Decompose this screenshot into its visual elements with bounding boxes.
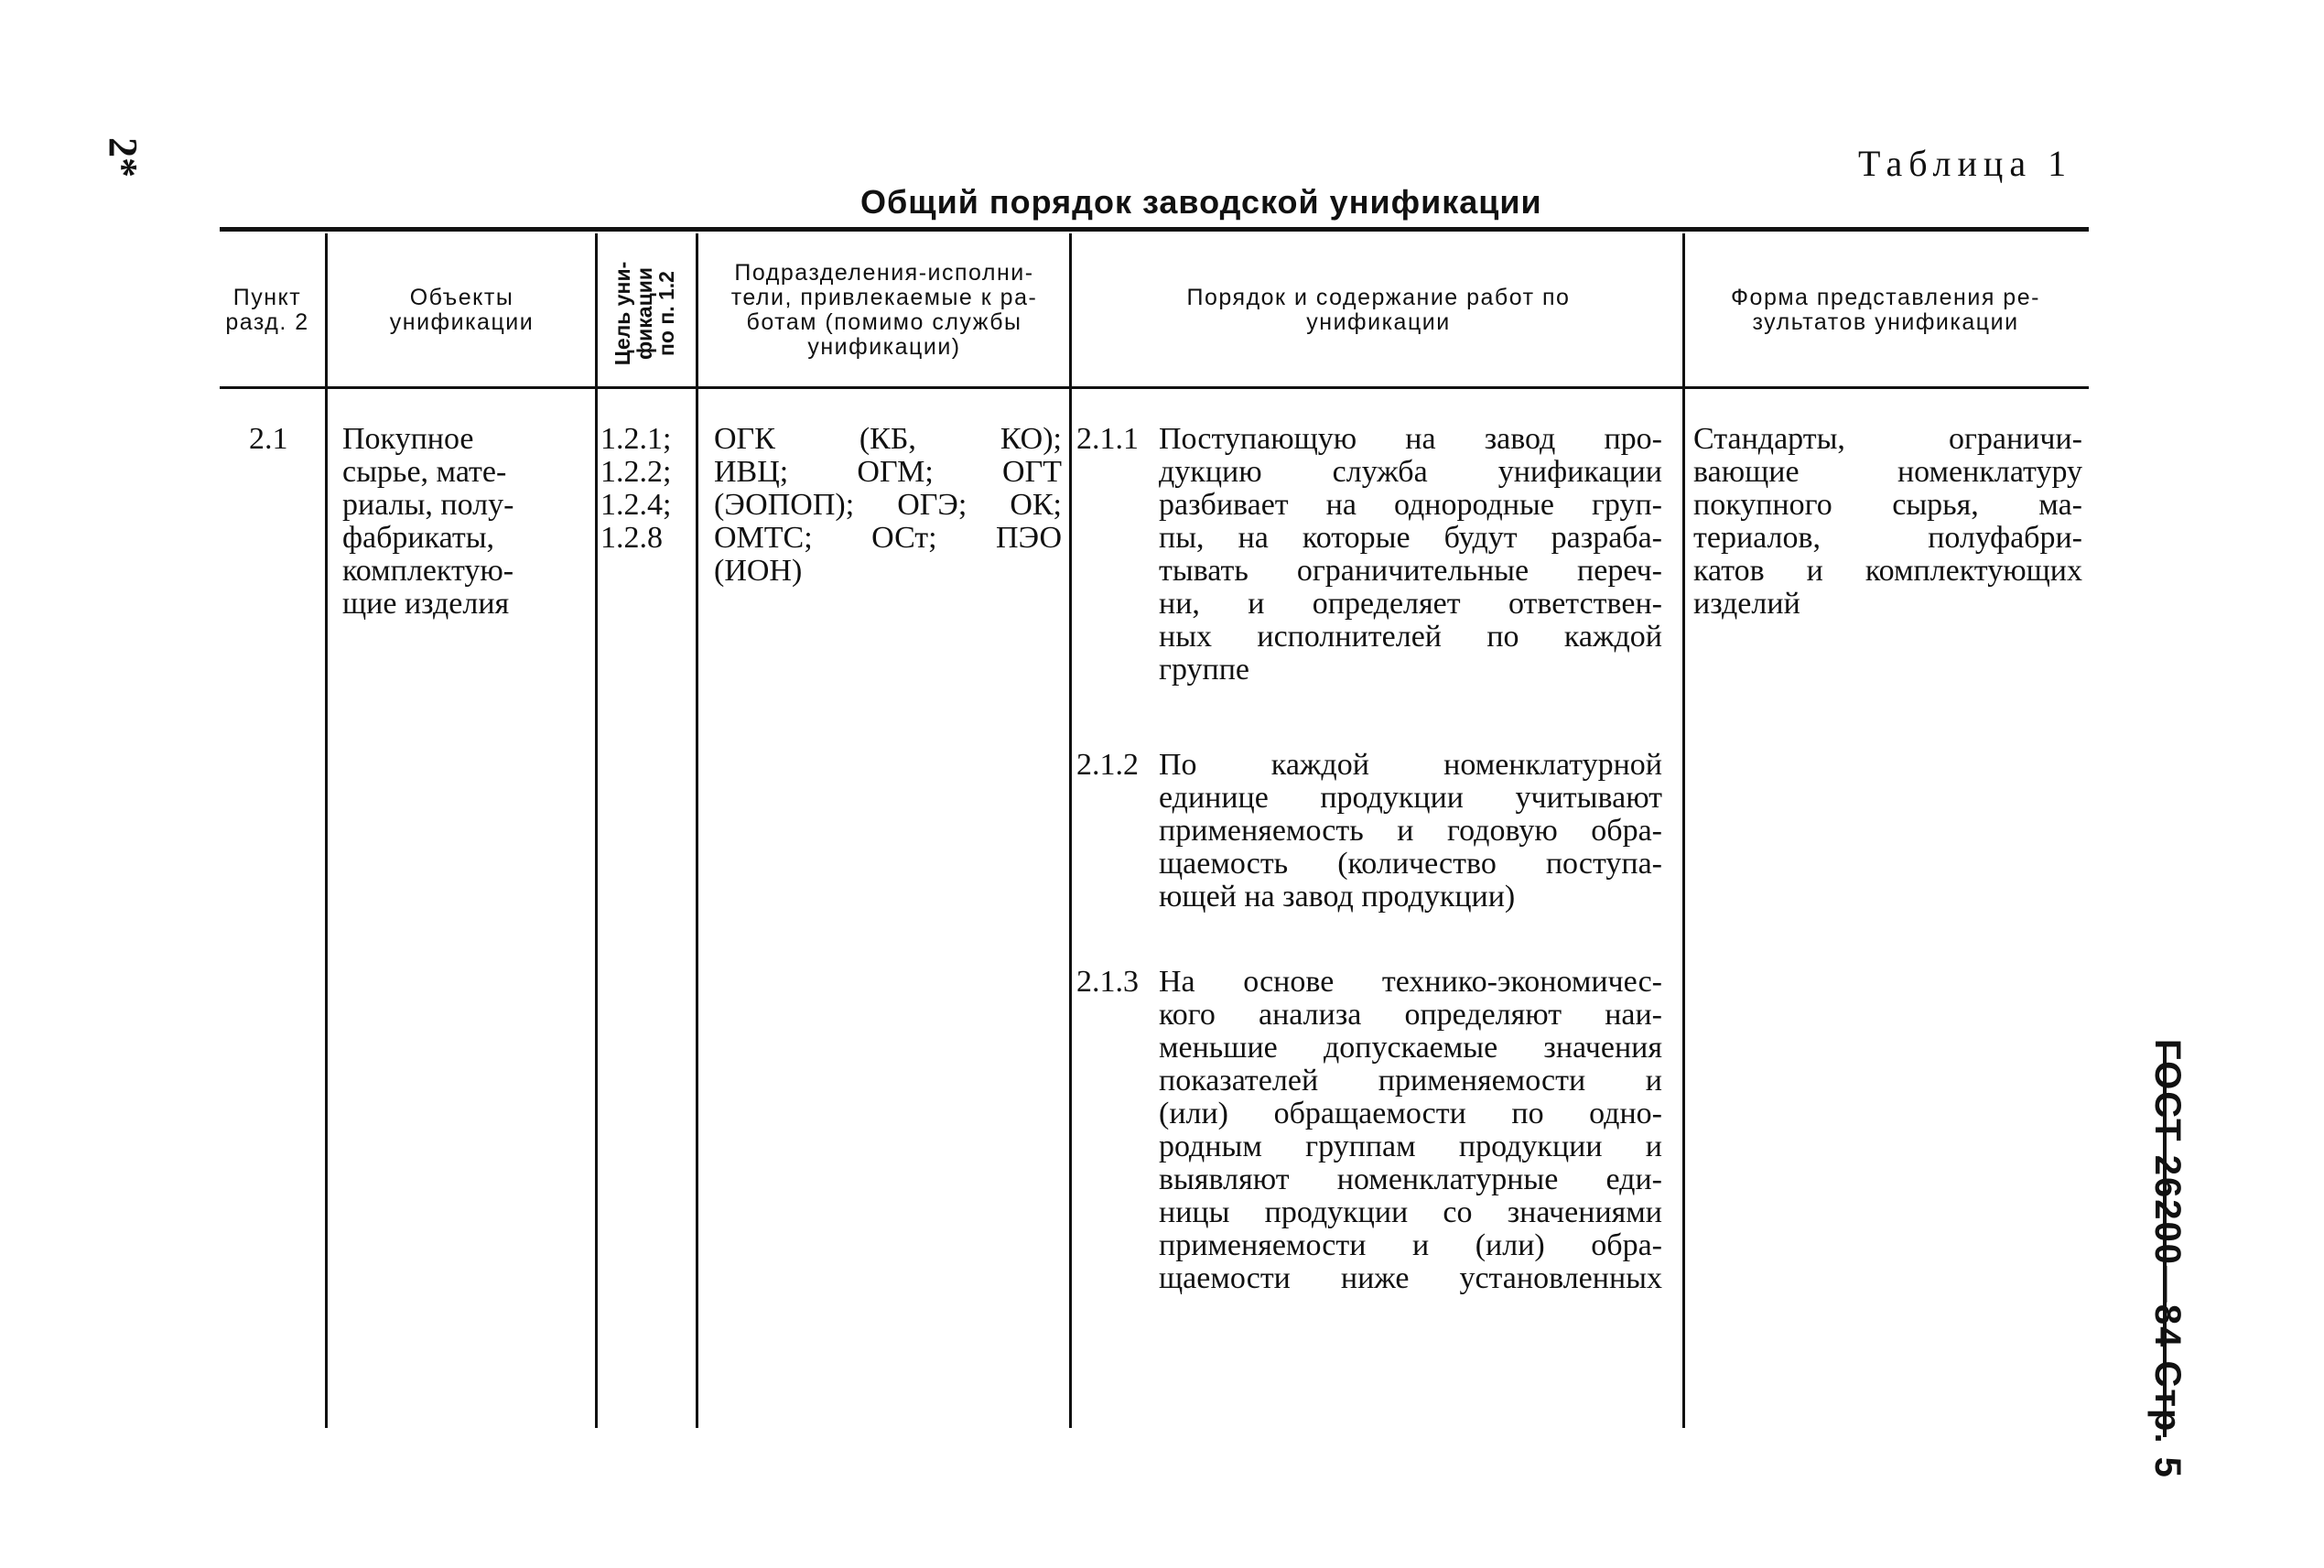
table-header-rule [220,386,2089,389]
table-top-rule [220,227,2089,232]
header-goal: Цель уни- фикации по п. 1.2 [611,261,678,366]
header-objects: Объекты унификации [389,285,535,335]
row-point-number: 2.1 [249,422,288,456]
column-divider-3 [696,233,698,1428]
work-item-number: 2.1.2 [1076,748,1139,782]
column-divider-1 [325,233,328,1428]
column-divider-5 [1682,233,1685,1428]
header-works: Порядок и содержание работ по унификации [1186,285,1571,335]
header-point: Пункт разд. 2 [225,285,309,335]
row-goals: 1.2.1; 1.2.2; 1.2.4; 1.2.8 [600,422,672,555]
column-divider-2 [595,233,598,1428]
work-item-text: На основе технико-экономичес- кого анализа определяют наи- меньшие допускаемые значения показателей применяемости и (или) обращаемости по одно- родным группам продукции и выявляют номенклатурные еди- ницы продукции со значениями применяемости и (или) обра- щаемости ниже установленных [1159,965,1662,1295]
work-item-text: Поступающую на завод про- дукцию служба унификации разбивает на однородные груп- пы, на которые будут разраба- тывать ограничительные переч- ни, и определяет ответствен- ных исполнителей по каждой группе [1159,422,1662,687]
work-item-number: 2.1.3 [1076,965,1139,999]
table-number-label: Таблица 1 [1858,143,2073,184]
row-result-form: Стандарты, ограничи- вающие номенклатуру покупного сырья, ма- териалов, полуфабри- катов и комплектующих изделий [1693,422,2082,621]
work-item-number: 2.1.1 [1076,422,1139,456]
work-item-text: По каждой номенклатурной единице продукции учитывают применяемость и годовую обра- щаемость (количество поступа- ющей на завод продукции) [1159,748,1662,914]
header-result: Форма представления ре- зультатов унификации [1731,285,2040,335]
standard-page-stamp: ГОСТ 26200—84 Стр. 5 [2147,1039,2188,1479]
row-objects: Покупное сырье, мате- риалы, полу- фабрикаты, комплектую- щие изделия [342,422,514,621]
table-title: Общий порядок заводской унификации [860,183,1542,221]
header-departments: Подразделения-исполни- тели, привлекаемые к ра- ботам (помимо службы унификации) [730,260,1038,360]
column-divider-4 [1069,233,1072,1428]
page-signature-mark: 2* [101,137,146,178]
row-departments: ОГК (КБ, КО); ИВЦ; ОГМ; ОГТ (ЭОПОП); ОГЭ; ОК; ОМТС; ОСт; ПЭО (ИОН) [714,422,1062,588]
